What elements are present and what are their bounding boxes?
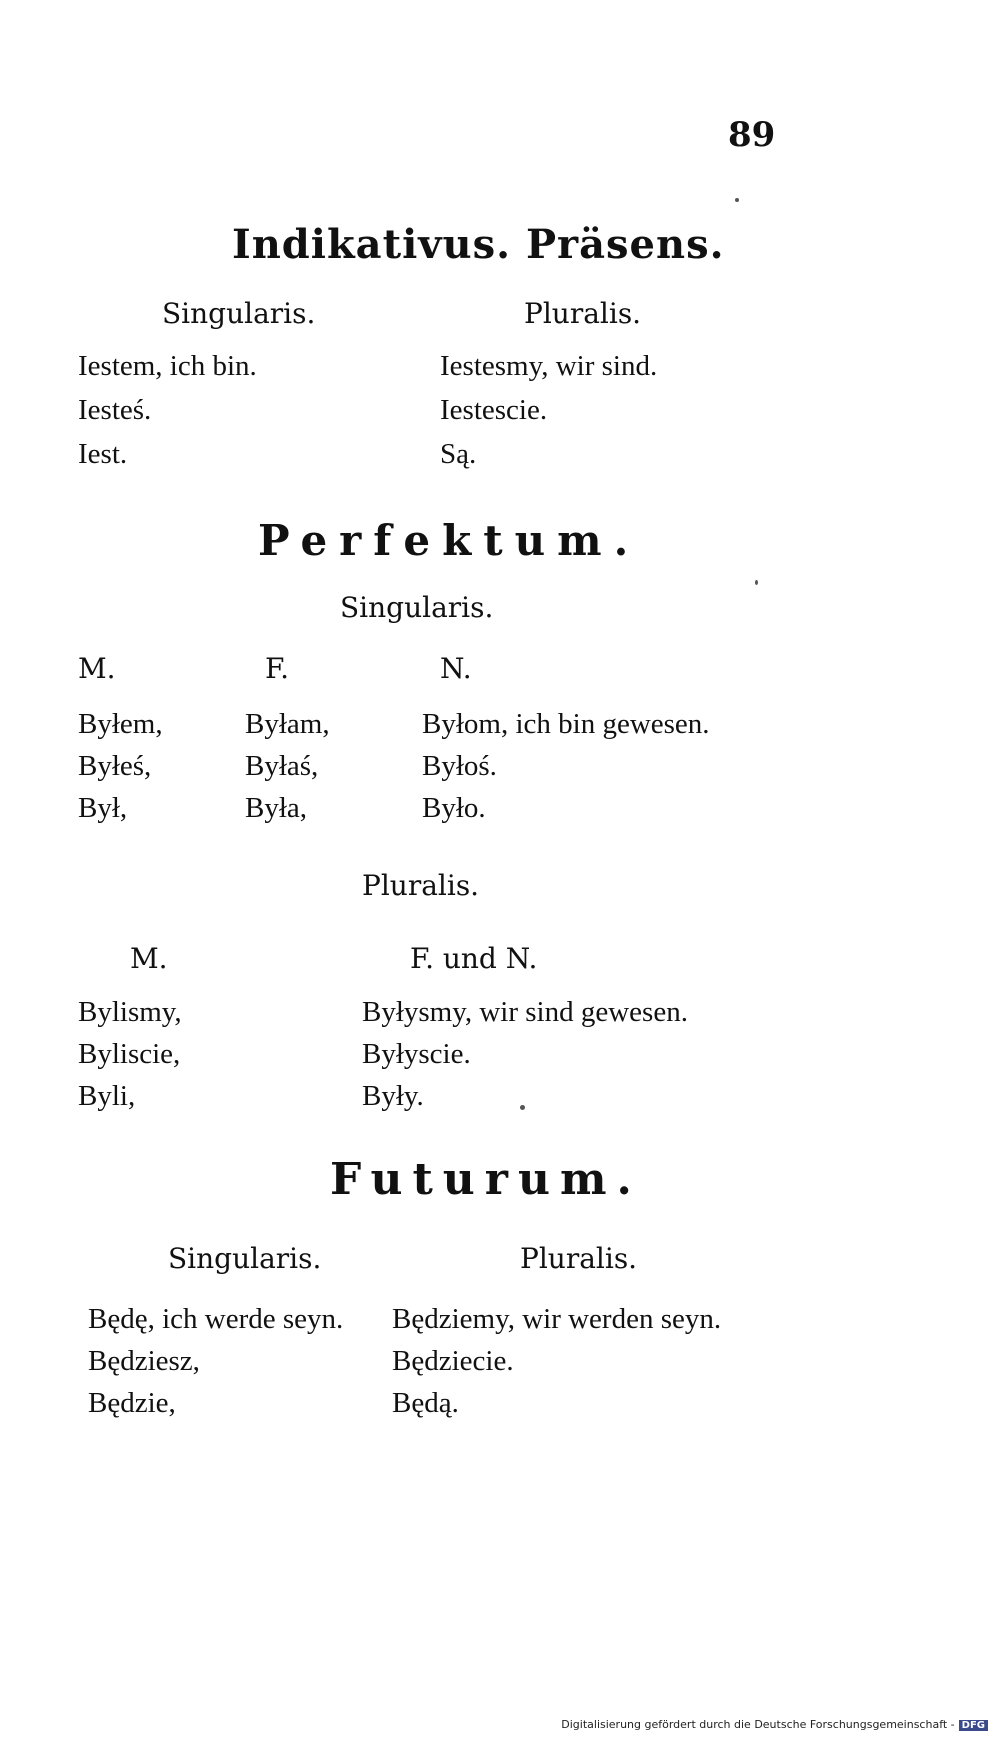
perfektum-row1-n: Byłom, ich bin gewesen. (422, 708, 710, 740)
scan-speck (735, 198, 739, 202)
futurum-row3-pl: Będą. (392, 1387, 459, 1419)
indikativ-plural-2: Iestescie. (440, 394, 548, 426)
plural-col-m: M. (130, 942, 168, 975)
perfektum-plural-row3-m: Byli, (78, 1080, 136, 1112)
label-perfektum-singularis: Singularis. (340, 591, 494, 624)
perfektum-row3-m: Był, (78, 792, 128, 824)
indikativ-plural-1: Iestesmy, wir sind. (440, 350, 658, 382)
perfektum-row3-n: Było. (422, 792, 486, 824)
perfektum-plural-row1-fn: Byłysmy, wir sind gewesen. (362, 996, 688, 1028)
perfektum-row1-f: Byłam, (245, 708, 330, 740)
indikativ-singular-1: Iestem, ich bin. (78, 350, 257, 382)
futurum-row2-pl: Będziecie. (392, 1345, 514, 1377)
perfektum-plural-row2-fn: Byłyscie. (362, 1038, 471, 1070)
label-futurum-singularis: Singularis. (168, 1242, 322, 1275)
dfg-logo-icon: DFG (959, 1720, 988, 1731)
heading-futurum: Futurum. (330, 1154, 642, 1205)
perfektum-plural-row1-m: Bylismy, (78, 996, 182, 1028)
digitization-footer (561, 1718, 988, 1731)
heading-indikativ: Indikativus. Präsens. (232, 221, 725, 268)
col-f: F. (265, 652, 289, 685)
col-m: M. (78, 652, 116, 685)
label-perfektum-pluralis: Pluralis. (362, 869, 480, 902)
futurum-row3-sg: Będzie, (88, 1387, 176, 1419)
label-pluralis: Pluralis. (524, 297, 642, 330)
indikativ-singular-2: Iesteś. (78, 394, 152, 426)
plural-col-fn: F. und N. (410, 942, 538, 975)
footer-text: Digitalisierung gefördert durch die Deutsche Forschungsgemeinschaft - (561, 1718, 955, 1731)
perfektum-row2-n: Byłoś. (422, 750, 497, 782)
col-n: N. (440, 652, 472, 685)
futurum-row1-pl: Będziemy, wir werden seyn. (392, 1303, 722, 1335)
futurum-row2-sg: Będziesz, (88, 1345, 200, 1377)
indikativ-singular-3: Iest. (78, 438, 128, 470)
page-number: 89 (728, 115, 776, 155)
scan-speck (520, 1105, 525, 1110)
perfektum-row1-m: Byłem, (78, 708, 163, 740)
perfektum-row2-m: Byłeś, (78, 750, 152, 782)
futurum-row1-sg: Będę, ich werde seyn. (88, 1303, 344, 1335)
indikativ-plural-3: Są. (440, 438, 477, 470)
perfektum-row2-f: Byłaś, (245, 750, 319, 782)
perfektum-row3-f: Była, (245, 792, 308, 824)
heading-perfektum: Perfektum. (258, 516, 641, 565)
label-futurum-pluralis: Pluralis. (520, 1242, 638, 1275)
scan-speck (755, 580, 758, 585)
label-singularis: Singularis. (162, 297, 316, 330)
perfektum-plural-row2-m: Byliscie, (78, 1038, 181, 1070)
perfektum-plural-row3-fn: Były. (362, 1080, 424, 1112)
